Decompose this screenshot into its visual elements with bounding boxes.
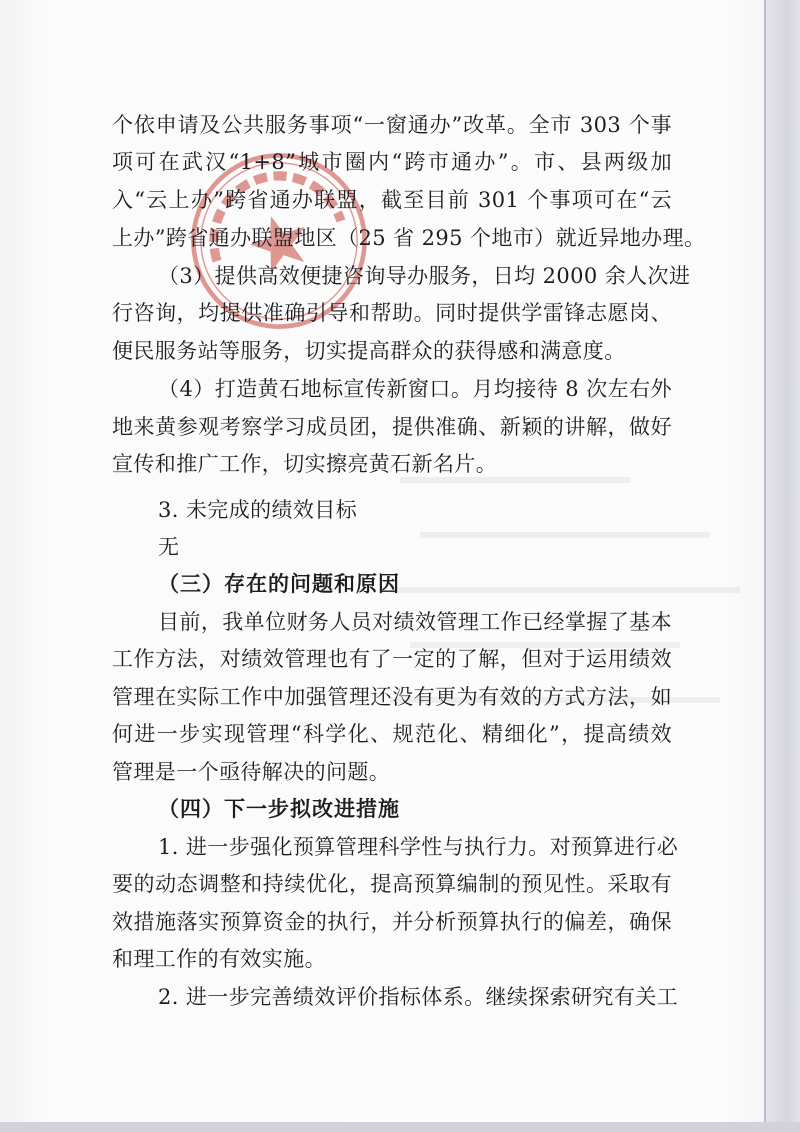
paragraph-line: 入“云上办”跨省通办联盟，截至目前 301 个事项可在“云 (112, 188, 672, 212)
paragraph-line: 宣传和推广工作，切实擦亮黄石新名片。 (112, 452, 498, 476)
section-heading-next-steps: （四）下一步拟改进措施 (158, 797, 400, 821)
paragraph-line: 上办”跨省通办联盟地区（25 省 295 个地市）就近异地办理。 (112, 226, 706, 250)
paragraph-line: 便民服务站等服务，切实提高群众的获得感和满意度。 (112, 339, 626, 363)
paragraph-line: 行咨询，均提供准确引导和帮助。同时提供学雷锋志愿岗、 (112, 301, 672, 325)
paragraph-line: 要的动态调整和持续优化，提高预算编制的预见性。采取有 (112, 872, 672, 896)
paragraph-line: 何进一步实现管理“科学化、规范化、精细化”，提高绩效 (112, 722, 672, 746)
paragraph-line: 无 (158, 535, 180, 559)
paragraph-line: 地来黄参观考察学习成员团，提供准确、新颖的讲解，做好 (112, 415, 672, 439)
paragraph-line: 项可在武汉“1+8”城市圈内“跨市通办”。市、县两级加 (112, 150, 672, 174)
paragraph-line: 2. 进一步完善绩效评价指标体系。继续探索研究有关工 (158, 985, 679, 1009)
paragraph-line: （3）提供高效便捷咨询导办服务，日均 2000 余人次进 (158, 264, 691, 288)
paragraph-line: 管理在实际工作中加强管理还没有更为有效的方式方法，如 (112, 685, 672, 709)
paragraph-line: 效措施落实预算资金的执行，并分析预算执行的偏差，确保 (112, 910, 672, 934)
paragraph-line: 管理是一个亟待解决的问题。 (112, 760, 391, 784)
paragraph-line: 目前，我单位财务人员对绩效管理工作已经掌握了基本 (158, 610, 672, 634)
section-heading-problems: （三）存在的问题和原因 (158, 572, 400, 596)
paragraph-line: 1. 进一步强化预算管理科学性与执行力。对预算进行必 (158, 835, 679, 859)
paragraph-line: 个依申请及公共服务事项“一窗通办”改革。全市 303 个事 (112, 113, 672, 137)
paragraph-line: （4）打造黄石地标宣传新窗口。月均接待 8 次左右外 (158, 377, 672, 401)
subheading-unfinished-goals: 3. 未完成的绩效目标 (158, 498, 358, 522)
paragraph-line: 工作方法，对绩效管理也有了一定的了解，但对于运用绩效 (112, 647, 672, 671)
paragraph-line: 和理工作的有效实施。 (112, 947, 326, 971)
